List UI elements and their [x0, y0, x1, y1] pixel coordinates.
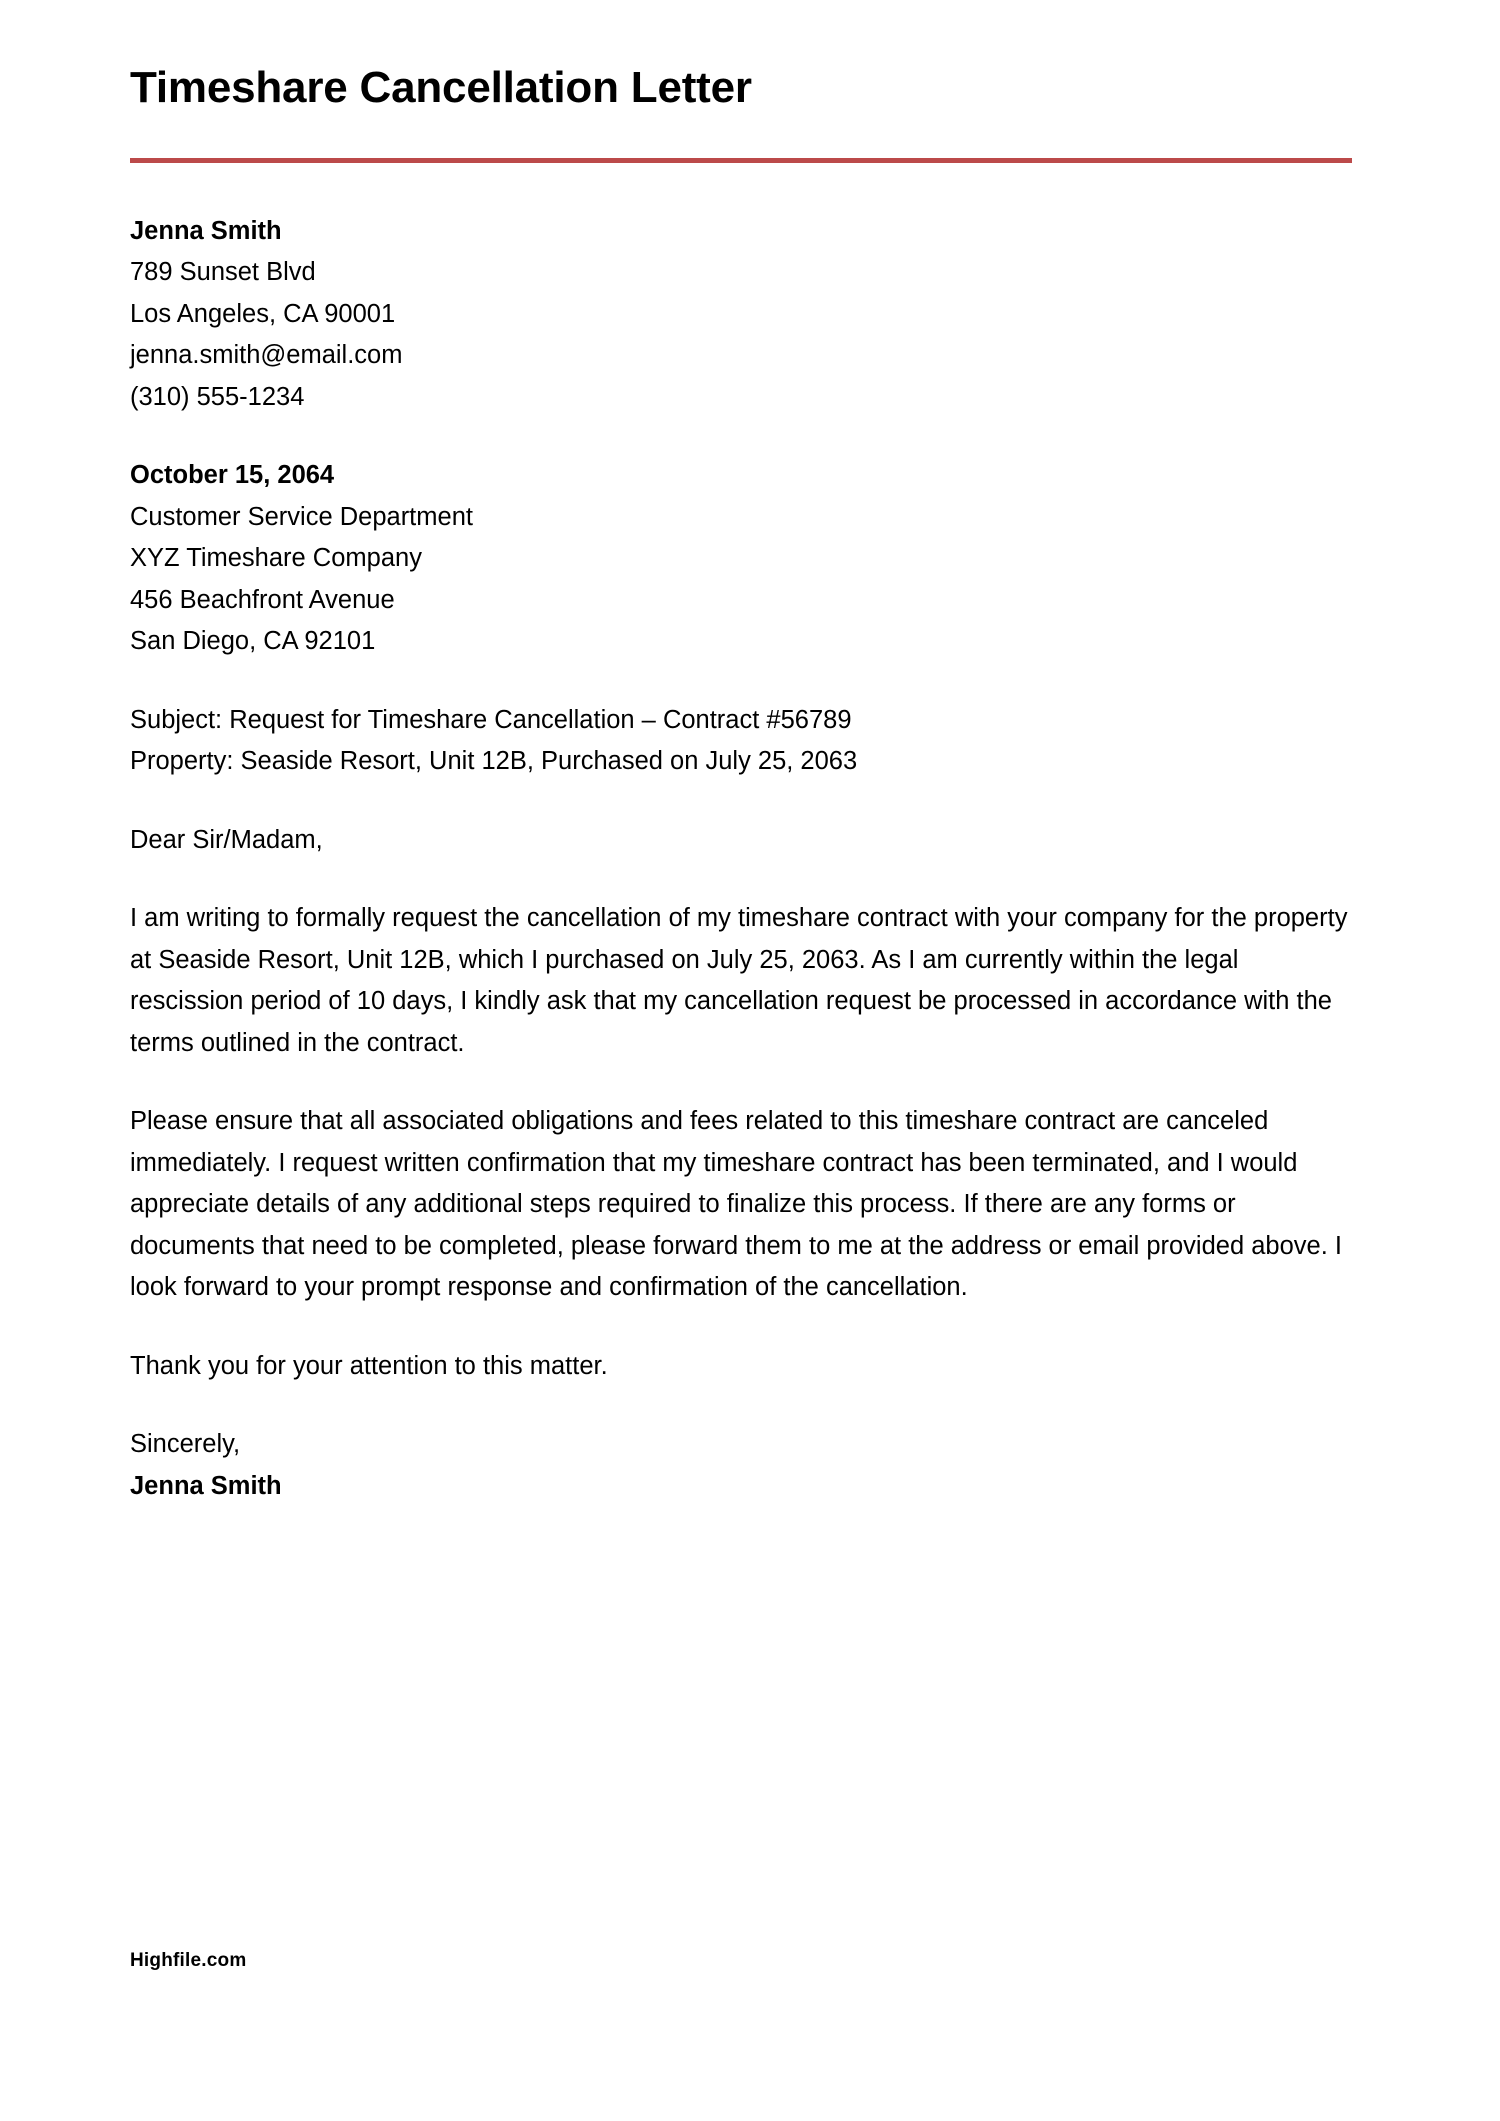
sender-street: 789 Sunset Blvd	[130, 258, 316, 287]
signature-block	[130, 1424, 1352, 1507]
spacer-salutation-para1	[130, 861, 1352, 898]
letter-body	[130, 163, 1352, 1508]
sender-phone: (310) 555-1234	[130, 382, 305, 411]
recipient-department: Customer Service Department	[130, 502, 473, 531]
body-paragraph-2: Please ensure that all associated obligations and fees related to this timeshare contract are canceled immediately. I request written confirmation that my timeshare contract has been terminated, and I would appreciate details of any additional steps required to finalize this process. If there are any forms or documents that need to be completed, please forward them to me at the address or email provided above. I look forward to your prompt response and confirmation of the cancellation.	[130, 1107, 1342, 1302]
signature-name: Jenna Smith	[130, 1471, 282, 1500]
body-paragraph-1: I am writing to formally request the cancellation of my timeshare contract with your company for the property at Seaside Resort, Unit 12B, which I purchased on July 25, 2063. As I am currently within the legal rescission period of 10 days, I kindly ask that my cancellation request be processed in accordance with the terms outlined in the contract.	[130, 904, 1348, 1057]
recipient-block	[130, 455, 1352, 663]
recipient-street: 456 Beachfront Avenue	[130, 585, 395, 614]
footer-site-label: Highfile.com	[130, 1950, 247, 1971]
reference-block	[130, 700, 1352, 783]
body-paragraph-3: Thank you for your attention to this matter.	[130, 1351, 608, 1380]
recipient-city-state-zip: San Diego, CA 92101	[130, 627, 376, 656]
subject-line: Subject: Request for Timeshare Cancellation – Contract #56789	[130, 705, 852, 734]
salutation: Dear Sir/Madam,	[130, 825, 323, 854]
property-line: Property: Seaside Resort, Unit 12B, Purchased on July 25, 2063	[130, 747, 858, 776]
recipient-company: XYZ Timeshare Company	[130, 544, 422, 573]
sender-name: Jenna Smith	[130, 216, 282, 245]
letter-date: October 15, 2064	[130, 461, 335, 490]
closing-salutation: Sincerely,	[130, 1430, 241, 1459]
page-title: Timeshare Cancellation Letter	[130, 63, 752, 112]
sender-city-state-zip: Los Angeles, CA 90001	[130, 299, 396, 328]
spacer-recipient-reference	[130, 663, 1352, 700]
spacer-para1-para2	[130, 1064, 1352, 1101]
sender-email: jenna.smith@email.com	[130, 341, 403, 370]
spacer-para2-para3	[130, 1309, 1352, 1346]
spacer-sender-recipient	[130, 418, 1352, 455]
spacer-para3-closing	[130, 1387, 1352, 1424]
sender-block	[130, 211, 1352, 419]
spacer-reference-salutation	[130, 783, 1352, 820]
letter-document	[130, 0, 1352, 2121]
